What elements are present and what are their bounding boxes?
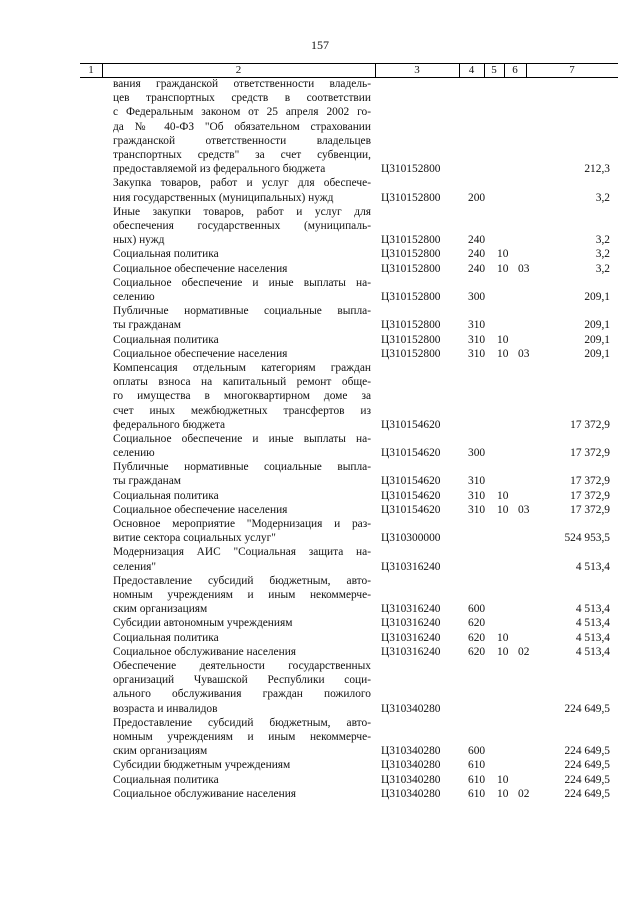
expense-type-code: 300 (468, 290, 486, 303)
row-description (113, 758, 371, 772)
target-article-code: Ц310152800 (381, 248, 441, 261)
expense-type-code: 310 (468, 333, 486, 346)
column-header-6: 6 (512, 64, 518, 76)
amount-value: 224 649,5 (564, 745, 610, 758)
row-description (113, 432, 371, 460)
description-line: Социальное обеспечение и иные выплаты на- (113, 276, 371, 289)
description-line: федерального бюджета (113, 418, 226, 431)
description-line: цев транспортных средств в соответствии (113, 92, 371, 105)
description-line: Социальное обслуживание населения (113, 787, 297, 800)
subsection-code: 03 (518, 347, 530, 360)
description-line: Основное мероприятие "Модернизация и раз- (113, 518, 371, 531)
section-code: 10 (497, 631, 509, 644)
description-line: Социальное обеспечение населения (113, 262, 288, 275)
table-row (0, 347, 640, 361)
description-line: возраста и инвалидов (113, 702, 218, 715)
subsection-code: 03 (518, 503, 530, 516)
target-article-code: Ц310340280 (381, 759, 441, 772)
expense-type-code: 310 (468, 475, 486, 488)
table-row (0, 304, 640, 332)
target-article-code: Ц310154620 (381, 503, 441, 516)
description-line: ским организациям (113, 745, 208, 758)
table-row (0, 77, 640, 176)
description-line: оплаты взноса на капитальный ремонт обще- (113, 376, 371, 389)
target-article-code: Ц310340280 (381, 745, 441, 758)
column-header-2: 2 (235, 64, 242, 76)
table-row (0, 432, 640, 460)
section-code: 10 (497, 489, 509, 502)
description-line: селения" (113, 560, 157, 573)
description-line: Социальная политика (113, 248, 219, 261)
expense-type-code: 610 (468, 787, 486, 800)
target-article-code: Ц310152800 (381, 191, 441, 204)
column-header-1: 1 (88, 64, 94, 76)
description-line: с Федеральным законом от 25 апреля 2002 го- (113, 106, 371, 119)
description-line: Предоставление субсидий бюджетным, авто- (113, 574, 371, 587)
column-header-3: 3 (414, 64, 420, 76)
table-row (0, 333, 640, 347)
row-description (113, 276, 371, 304)
amount-value: 209,1 (584, 319, 610, 332)
expense-type-code: 200 (468, 191, 486, 204)
target-article-code: Ц310340280 (381, 787, 441, 800)
expense-type-code: 620 (468, 617, 486, 630)
table-row (0, 616, 640, 630)
amount-value: 224 649,5 (564, 759, 610, 772)
amount-value: 209,1 (584, 290, 610, 303)
row-description (113, 304, 371, 332)
table-row (0, 262, 640, 276)
section-code: 10 (497, 333, 509, 346)
row-description (113, 489, 371, 503)
description-line: селению (113, 290, 155, 303)
description-line: номным учреждениям и иным некоммерче- (113, 589, 371, 602)
amount-value: 17 372,9 (570, 489, 610, 502)
description-line: Компенсация отдельным категориям граждан (113, 361, 371, 374)
row-description (113, 545, 371, 573)
amount-value: 17 372,9 (570, 418, 610, 431)
expense-type-code: 310 (468, 489, 486, 502)
column-header-5: 5 (491, 64, 497, 76)
description-line: счет иных межбюджетных трансфертов из (113, 404, 371, 417)
table-row (0, 503, 640, 517)
description-line: Обеспечение деятельности государственных (113, 659, 371, 672)
description-line: обеспечения государственных (муниципаль- (113, 219, 371, 232)
expense-type-code: 620 (468, 631, 486, 644)
row-description (113, 361, 371, 432)
target-article-code: Ц310300000 (381, 532, 441, 545)
row-description (113, 716, 371, 759)
description-line: вания гражданской ответственности владель- (113, 77, 371, 90)
description-line: Социальная политика (113, 333, 219, 346)
description-line: организаций Чувашской Республики соци- (113, 674, 371, 687)
target-article-code: Ц310340280 (381, 773, 441, 786)
description-line: Социальное обеспечение населения (113, 347, 288, 360)
section-code: 10 (497, 262, 509, 275)
row-description (113, 503, 371, 517)
description-line: Предоставление субсидий бюджетным, авто- (113, 716, 371, 729)
section-code: 10 (497, 773, 509, 786)
description-line: Социальная политика (113, 489, 219, 502)
target-article-code: Ц310152800 (381, 163, 441, 176)
subsection-code: 02 (518, 787, 530, 800)
description-line: Публичные нормативные социальные выпла- (113, 305, 371, 318)
description-line: ных) нужд (113, 234, 165, 247)
description-line: ты гражданам (113, 475, 181, 488)
column-header-7: 7 (569, 64, 575, 76)
description-line: предоставляемой из федерального бюджета (113, 163, 326, 176)
row-description (113, 247, 371, 261)
target-article-code: Ц310152800 (381, 262, 441, 275)
target-article-code: Ц310154620 (381, 475, 441, 488)
description-line: Социальное обслуживание населения (113, 645, 297, 658)
description-line: да № 40-ФЗ "Об обязательном страховании (113, 120, 371, 133)
target-article-code: Ц310154620 (381, 447, 441, 460)
row-description (113, 333, 371, 347)
expense-type-code: 310 (468, 319, 486, 332)
amount-value: 3,2 (595, 234, 610, 247)
table-row (0, 460, 640, 488)
row-description (113, 645, 371, 659)
amount-value: 524 953,5 (564, 532, 610, 545)
expense-type-code: 300 (468, 447, 486, 460)
row-description (113, 77, 371, 176)
row-description (113, 574, 371, 617)
table-row (0, 758, 640, 772)
amount-value: 3,2 (595, 248, 610, 261)
description-line: Субсидии автономным учреждениям (113, 617, 293, 630)
description-line: Модернизация АИС "Социальная защита на- (113, 546, 371, 559)
description-line: Иные закупки товаров, работ и услуг для (113, 205, 371, 218)
table-row (0, 176, 640, 204)
target-article-code: Ц310152800 (381, 290, 441, 303)
table-row (0, 716, 640, 759)
target-article-code: Ц310316240 (381, 645, 441, 658)
description-line: витие сектора социальных услуг" (113, 532, 276, 545)
expense-type-code: 240 (468, 262, 486, 275)
expense-type-code: 610 (468, 759, 486, 772)
table-row (0, 645, 640, 659)
description-line: транспортных средств" за счет субвенции, (113, 148, 371, 161)
amount-value: 17 372,9 (570, 475, 610, 488)
row-description (113, 347, 371, 361)
row-description (113, 616, 371, 630)
row-description (113, 787, 371, 801)
description-line: гражданской ответственности владельцев (113, 134, 371, 147)
description-line: ального обслуживания граждан пожилого (113, 688, 371, 701)
expense-type-code: 620 (468, 645, 486, 658)
expense-type-code: 310 (468, 503, 486, 516)
target-article-code: Ц310316240 (381, 617, 441, 630)
row-description (113, 659, 371, 716)
target-article-code: Ц310340280 (381, 702, 441, 715)
target-article-code: Ц310154620 (381, 418, 441, 431)
expense-type-code: 240 (468, 234, 486, 247)
target-article-code: Ц310152800 (381, 234, 441, 247)
description-line: го имущества в многоквартирном доме за (113, 390, 371, 403)
description-line: номным учреждениям и иным некоммерче- (113, 730, 371, 743)
description-line: селению (113, 447, 155, 460)
expense-type-code: 610 (468, 773, 486, 786)
subsection-code: 03 (518, 262, 530, 275)
target-article-code: Ц310154620 (381, 489, 441, 502)
section-code: 10 (497, 248, 509, 261)
row-description (113, 205, 371, 248)
table-header (80, 63, 618, 78)
target-article-code: Ц310316240 (381, 631, 441, 644)
target-article-code: Ц310152800 (381, 319, 441, 332)
table-row (0, 247, 640, 261)
row-description (113, 631, 371, 645)
row-description (113, 262, 371, 276)
table-body (0, 77, 640, 801)
section-code: 10 (497, 645, 509, 658)
amount-value: 224 649,5 (564, 787, 610, 800)
description-line: Социальная политика (113, 773, 219, 786)
table-row (0, 773, 640, 787)
section-code: 10 (497, 347, 509, 360)
table-row (0, 276, 640, 304)
row-description (113, 773, 371, 787)
expense-type-code: 310 (468, 347, 486, 360)
row-description (113, 460, 371, 488)
amount-value: 4 513,4 (575, 603, 610, 616)
section-code: 10 (497, 787, 509, 800)
section-code: 10 (497, 503, 509, 516)
table-row (0, 545, 640, 573)
row-description (113, 517, 371, 545)
table-row (0, 574, 640, 617)
amount-value: 4 513,4 (575, 631, 610, 644)
amount-value: 4 513,4 (575, 560, 610, 573)
amount-value: 209,1 (584, 347, 610, 360)
target-article-code: Ц310152800 (381, 347, 441, 360)
table-row (0, 205, 640, 248)
description-line: Социальное обеспечение населения (113, 503, 288, 516)
description-line: ским организациям (113, 603, 208, 616)
table-row (0, 659, 640, 716)
amount-value: 4 513,4 (575, 645, 610, 658)
amount-value: 212,3 (584, 163, 610, 176)
amount-value: 209,1 (584, 333, 610, 346)
page-number: 157 (311, 38, 329, 52)
table-row (0, 361, 640, 432)
amount-value: 224 649,5 (564, 773, 610, 786)
amount-value: 3,2 (595, 262, 610, 275)
target-article-code: Ц310316240 (381, 560, 441, 573)
description-line: Социальная политика (113, 631, 219, 644)
amount-value: 17 372,9 (570, 447, 610, 460)
description-line: ния государственных (муниципальных) нужд (113, 191, 334, 204)
amount-value: 4 513,4 (575, 617, 610, 630)
target-article-code: Ц310316240 (381, 603, 441, 616)
target-article-code: Ц310152800 (381, 333, 441, 346)
amount-value: 17 372,9 (570, 503, 610, 516)
amount-value: 3,2 (595, 191, 610, 204)
description-line: Субсидии бюджетным учреждениям (113, 759, 291, 772)
table-row (0, 787, 640, 801)
expense-type-code: 600 (468, 603, 486, 616)
amount-value: 224 649,5 (564, 702, 610, 715)
table-row (0, 517, 640, 545)
table-row (0, 489, 640, 503)
description-line: Закупка товаров, работ и услуг для обеспече- (113, 177, 371, 190)
column-header-4: 4 (468, 64, 475, 76)
table-row (0, 631, 640, 645)
description-line: Публичные нормативные социальные выпла- (113, 461, 371, 474)
description-line: ты гражданам (113, 319, 181, 332)
row-description (113, 176, 371, 204)
description-line: Социальное обеспечение и иные выплаты на- (113, 432, 371, 445)
expense-type-code: 240 (468, 248, 486, 261)
subsection-code: 02 (518, 645, 530, 658)
expense-type-code: 600 (468, 745, 486, 758)
